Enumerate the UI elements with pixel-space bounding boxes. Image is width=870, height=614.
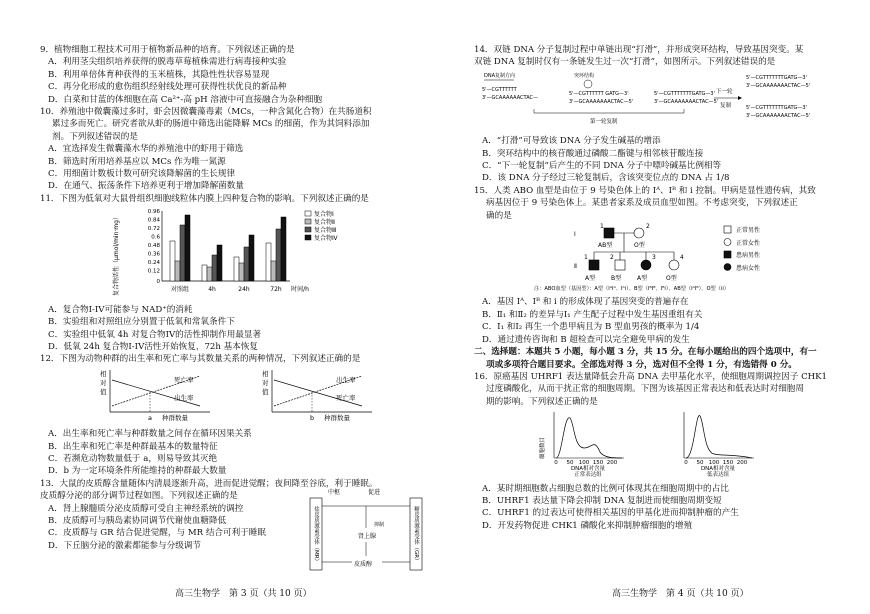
q15-option-b: B．Ⅱ₁ 和Ⅱ₂ 的差异与Ⅰ₁ 产生配子过程中发生基因重组有关 (482, 309, 703, 320)
q9-option-a: A．利用茎尖组织培养获得的脱毒草莓植株需进行病毒接种实验 (48, 57, 287, 68)
q16-option-c: C．UHRF1 的过表达可使得相关基因的甲基化进而抑制肿瘤的产生 (482, 508, 739, 519)
q16-ylabel: 细胞数目 (540, 437, 546, 460)
q11-ylabel: 复合物活性（μmol/min·mg） (113, 214, 120, 297)
q13-inhibit-label: 抑制 (374, 521, 385, 528)
q16-right-caption: 低表达组 (706, 472, 730, 479)
q12-left-ylabel: 对 (100, 378, 107, 387)
q12-left-curve-label: 死亡率 (174, 375, 194, 384)
q9-option-d: D．白菜和甘蓝的体细胞在高 Ca²⁺-高 pH 溶液中可直接融合为杂种细胞 (48, 94, 323, 105)
q14-option-b: B．突环结构中的核苷酸通过磷酸二酯键与相邻核苷酸连接 (482, 148, 704, 159)
q10-stem: 10．养殖池中微囊藻过多时，虾会因微囊藻毒素（MCs，一种含氮化合物）在共肠道积 (40, 107, 372, 118)
pedigree-note: 注：ABO血型（基因型）：A型（IᴬIᴬ、Iᴬi）、B型（IᴮIᴮ、Iᴮi）、AB型（IᴬIᴮ）、O型（ii） (534, 286, 729, 293)
person-label: B型 (611, 275, 622, 283)
q15-stem-3: 确的是 (486, 210, 512, 221)
person-label: O型 (666, 275, 677, 283)
legend-item: 患病女性 (736, 265, 761, 273)
q12-right-ylabel: 值 (262, 387, 269, 396)
generation-label: Ⅱ (574, 263, 577, 271)
q11-ytick: 0.6 (151, 234, 160, 241)
q15-stem: 15．人类 ABO 血型是由位于 9 号染色体上的 Iᴬ、Iᴮ 和 i 控制。甲病是显性遗传病，其致 (474, 185, 816, 196)
question-10 (40, 106, 435, 193)
q15-stem-2: 病基因位于 9 号染色体上。某患者家系及成员血型如图。不考虑突变，下列叙述正 (486, 198, 798, 209)
q15-option-c: C．Ⅰ₁ 和Ⅰ₂ 再生一个患甲病且为 B 型血男孩的概率为 1/4 (482, 322, 700, 333)
q16-tick: 50 (696, 460, 704, 467)
q11-option-b: B．实验组和对照组应分别置于低氧和常氧条件下 (48, 317, 235, 328)
q12-left-curve-label: 出生率 (174, 393, 194, 402)
q13-diagram (308, 486, 428, 576)
section-2-heading (474, 346, 866, 371)
q11-ytick: 0.72 (147, 226, 160, 233)
q12-left-xlabel: 种群数量 (162, 413, 188, 422)
q13-pathway-label: 肾上腺 (358, 532, 377, 540)
q15-option-d: D．通过遗传咨询和 B 超检查可以完全避免甲病的发生 (482, 334, 690, 345)
q14-strand: 5'—CGTTTTTT GATG—3' (569, 90, 629, 97)
question-11 (40, 193, 435, 353)
q16-tick: 0 (554, 460, 558, 467)
q14-loop-label: 突环结构 (574, 72, 595, 79)
q13-gr-label: 糖皮质激素受体（GR） (413, 505, 419, 564)
generation-label: Ⅰ (574, 231, 576, 239)
q13-top-label: 中枢 (328, 488, 341, 496)
section-2-line-2: 项或多项符合题目要求。全部选对得 3 分，选对但不全得 1 分，有选错得 0 分。 (486, 359, 797, 370)
q13-option-a: A．肾上腺髓质分泌皮质醇可受自主神经系统的调控 (48, 503, 244, 514)
q14-first-round-label: 第一轮复制 (590, 118, 618, 125)
person-number: 2 (610, 254, 614, 262)
question-14 (474, 44, 866, 185)
q16-tick: 150 (592, 460, 604, 467)
q13-option-d: D．下丘脑分泌的激素都能参与分级调节 (48, 540, 201, 551)
q16-tick: 100 (578, 460, 590, 467)
person-number: 2 (646, 223, 650, 231)
q12-option-d: D．b 为一定环境条件所能维持的种群最大数量 (48, 466, 227, 477)
q10-option-b: B．筛选时所用培养基应以 MCs 作为唯一氮源 (48, 156, 226, 167)
q12-left-tick: a (148, 413, 152, 422)
q11-xtick: 72h (270, 286, 282, 294)
q11-legend-item: 复合物Ⅲ (314, 227, 337, 235)
q14-strand: 5'—CGTTTTTTTGATG—3' (654, 90, 715, 97)
q9-stem: 9．植物细胞工程技术可用于植物新品种的培育。下列叙述正确的是 (40, 45, 295, 55)
q12-stem: 12．下图为动物种群的出生率和死亡率与其数量关系的两种情况，下列叙述正确的是 (40, 354, 361, 365)
question-12 (40, 353, 435, 477)
q11-ytick: 0.96 (147, 209, 160, 216)
legend-item: 正常女性 (736, 240, 761, 248)
q12-right-tick: b (310, 413, 315, 422)
q16-stem-2: 过度磷酸化，从而干扰正常的细胞周期。下图为该基因正常表达和低表达时对细胞周 (486, 384, 804, 395)
person-number: 3 (652, 254, 656, 262)
q16-tick: 200 (736, 460, 748, 467)
q11-legend-item: 复合物Ⅳ (314, 235, 338, 243)
q13-option-b: B．皮质醇可与胰岛素协同调节代谢使血糖降低 (48, 515, 227, 526)
q15-pedigree (474, 222, 866, 292)
q14-next-label-2: 复制 (720, 102, 732, 109)
question-9 (40, 44, 435, 106)
q14-strand: 5'—CGTTTTTTTGATG—3' (746, 104, 807, 111)
q16-option-b: B．UHRF1 表达量下降会抑制 DNA 复制进而使细胞周期变短 (482, 495, 722, 506)
q12-left-ylabel: 相 (100, 369, 107, 378)
q13-mr-label: 盐皮质激素受体（MR） (313, 505, 319, 564)
q11-xtick: 24h (238, 286, 250, 294)
q16-stem-3: 期的影响。下列叙述正确的是 (486, 396, 598, 407)
left-column (40, 44, 435, 568)
q10-option-a: A．宜选择发生微囊藻水华的养殖池中的虾用于筛选 (48, 144, 244, 155)
footer-page-4: 高三生物学 第 4 页（共 10 页） (612, 589, 749, 599)
q11-ytick: 0.36 (147, 251, 160, 258)
q14-strand: 3'—GCAAAAAACTAC— (482, 94, 539, 101)
q16-tick: 50 (566, 460, 574, 467)
q10-option-d: D．在通气、振荡条件下培养更利于增加降解菌数量 (48, 181, 244, 192)
q16-right-xlabel: DNA相对含量 (700, 466, 736, 473)
q16-option-a: A．某时期细胞数占细胞总数的比例可体现其在细胞周期中的占比 (482, 483, 729, 494)
q11-ytick: 0 (156, 279, 160, 286)
q13-stem: 13．大鼠的皮质醇含量随体内清晨逐渐升高，进而促进觉醒；夜间降至谷底，利于睡眠。 (40, 478, 378, 489)
person-number: 1 (600, 223, 604, 231)
q12-left-ylabel: 值 (100, 387, 107, 396)
q11-option-d: D．低氧 24h 复合物I-IV活性开始恢复，72h 基本恢复 (48, 341, 259, 352)
q12-option-c: C．若濒危动物数量低于 a，则易导致其灭绝 (48, 453, 218, 464)
person-number: 4 (680, 254, 684, 262)
q10-stem-2: 累过多而死亡。研究者欲从虾的肠道中筛选出能降解 MCs 的细菌，作为其饲料添加 (52, 119, 370, 130)
q14-diagram (474, 69, 866, 131)
q11-ytick: 0.48 (147, 243, 160, 250)
q14-direction-label: DNA复制方向 (484, 72, 516, 79)
q12-right-ylabel: 对 (262, 378, 269, 387)
q12-chart (40, 366, 435, 424)
q14-strand: 3'—GCAAAAAAACTAC—5' (746, 82, 811, 89)
q15-option-a: A．基因 Iᴬ、Iᴮ 和 i 的形成体现了基因突变的普遍存在 (482, 297, 689, 308)
legend-item: 患病男性 (736, 252, 761, 260)
q16-left-xlabel: DNA相对含量 (570, 466, 606, 473)
q13-promote-label: 促进 (368, 488, 381, 496)
q16-tick: 100 (708, 460, 720, 467)
q16-option-d: D．开发药物促进 CHK1 磷酸化来抑制肿瘤细胞的增殖 (482, 520, 693, 531)
q11-ytick: 0.12 (147, 268, 160, 275)
q14-option-a: A．“打滑”可导致该 DNA 分子发生碱基的增添 (482, 136, 661, 147)
q12-right-curve-label: 死亡率 (336, 393, 356, 402)
q11-ytick: 0.84 (147, 217, 160, 224)
q11-stem: 11．下图为低氧对大鼠骨组织细胞线粒体内膜上四种复合物的影响。下列叙述正确的是 (40, 193, 369, 204)
q13-stem-2: 皮质醇分泌的部分调节过程如图。下列叙述正确的是 (40, 491, 238, 502)
q14-option-c: C．“下一轮复制”后产生的不同 DNA 分子中嘌呤碱基比例相等 (482, 161, 722, 172)
q14-stem-2: 双链 DNA 复制时仅有一条链发生过一次“打滑”，如图所示。下列叙述错误的是 (474, 57, 776, 68)
q14-strand: 5'—CGTTTTTT (482, 86, 517, 93)
q9-option-b: B．利用单倍体育种获得的玉米植株，其隐性性状容易显现 (48, 69, 270, 80)
q14-strand: 3'—GCAAAAAAACTAC—5' (654, 98, 719, 105)
q11-chart (40, 205, 435, 299)
person-label: AB型 (598, 242, 613, 250)
q11-legend-item: 复合物Ⅱ (314, 219, 335, 227)
q11-option-c: C．实验组中低氧 4h 对复合物IV的活性抑制作用最显著 (48, 329, 262, 340)
q12-right-xlabel: 种群数量 (324, 413, 350, 422)
q14-strand: 5'—CGTTTTTTTGATG—3' (746, 74, 807, 81)
right-column (474, 44, 866, 532)
q14-next-label: 下一轮 (716, 88, 733, 95)
q12-right-ylabel: 相 (262, 369, 269, 378)
q11-xunit: 时间/h (291, 286, 309, 294)
person-number: 1 (584, 254, 588, 262)
legend-item: 正常男性 (736, 227, 761, 235)
q14-option-d: D．该 DNA 分子经过三轮复制后，含该突变位点的 DNA 占 1/8 (482, 173, 730, 184)
q16-tick: 0 (684, 460, 688, 467)
q11-xtick: 对照组 (170, 286, 190, 294)
q16-chart (474, 408, 866, 478)
footer-page-3: 高三生物学 第 3 页（共 10 页） (175, 589, 312, 599)
q11-option-a: A．复合物I-IV可能参与 NAD⁺的消耗 (48, 304, 193, 315)
q10-option-c: C．用细菌计数板计数可研究该降解菌的生长规律 (48, 169, 236, 180)
section-2-line-1: 二、选择题：本题共 5 小题，每小题 3 分，共 15 分。在每小题给出的四个选项中，有一 (474, 347, 817, 358)
q14-strand: 3'—GCAAAAAAACTAC—5' (746, 112, 811, 119)
q16-tick: 150 (722, 460, 734, 467)
question-15 (474, 185, 866, 346)
q16-tick: 200 (606, 460, 618, 467)
q16-stem: 16．原癌基因 UHRF1 表达量降低会升高 DNA 去甲基化水平，使细胞周期调控因子 CHK1 (474, 371, 828, 382)
question-16 (474, 371, 866, 532)
q12-option-b: B．出生率和死亡率是种群最基本的数量特征 (48, 441, 218, 452)
question-13 (40, 478, 435, 568)
q13-option-c: C．皮质醇与 GR 结合促进觉醒，与 MR 结合可利于睡眠 (48, 528, 266, 539)
q9-option-c: C．再分化形成的愈伤组织经射线处理可获得性状优良的新品种 (48, 82, 287, 93)
q12-right-curve-label: 出生率 (336, 375, 356, 384)
person-label: O型 (634, 242, 645, 250)
q16-left-caption: 正常表达组 (574, 472, 602, 479)
q11-legend (305, 210, 338, 242)
q14-stem: 14．双链 DNA 分子复制过程中单链出现“打滑”，并形成突环结构，导致基因突变。某 (474, 45, 804, 55)
q14-strand: 3'—GCAAAAAAACTAC—5' (569, 98, 634, 105)
q12-option-a: A．出生率和死亡率与种群数量之间存在循环因果关系 (48, 429, 252, 440)
person-label: A型 (585, 275, 596, 283)
q10-stem-3: 剂。下列叙述错误的是 (52, 131, 138, 142)
person-label: A型 (637, 275, 648, 283)
q13-product-label: 皮质醇 (354, 560, 373, 568)
q11-legend-item: 复合物Ⅰ (314, 211, 334, 219)
q11-ytick: 0.24 (147, 260, 160, 267)
q11-xtick: 4h (208, 286, 216, 294)
